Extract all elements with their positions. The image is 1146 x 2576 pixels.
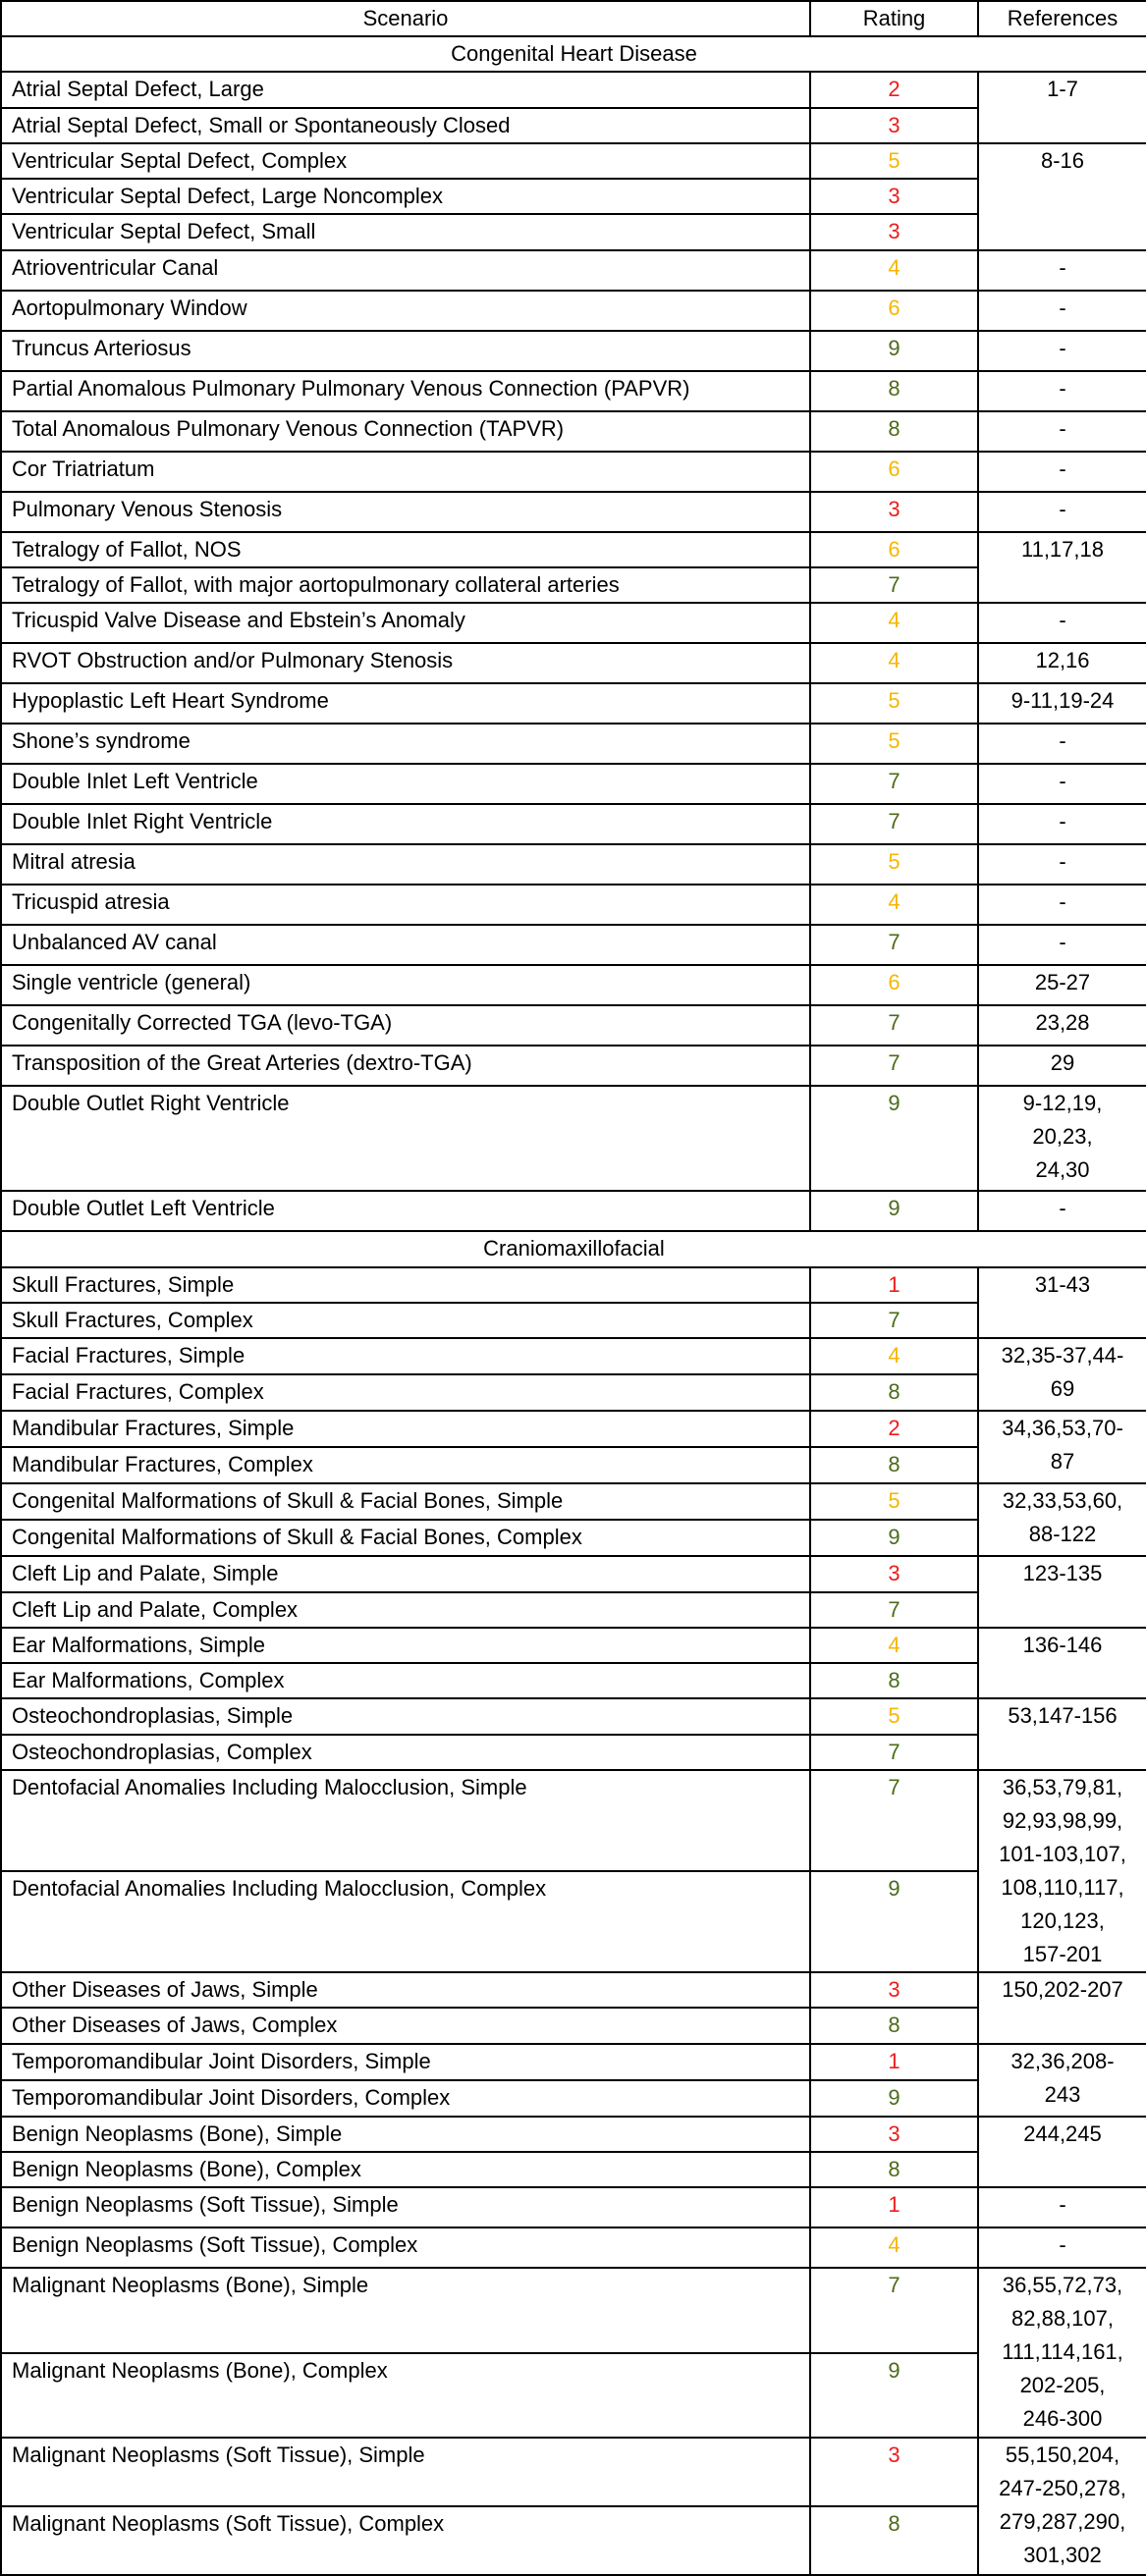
scenario-cell: Single ventricle (general) <box>1 965 810 1005</box>
reference-line: 111,114,161, <box>1002 2339 1123 2365</box>
table-row <box>1 2044 1146 2080</box>
scenario-cell: Total Anomalous Pulmonary Venous Connection (TAPVR) <box>1 411 810 452</box>
references-cell: - <box>978 331 1146 371</box>
rating-cell: 9 <box>810 331 978 371</box>
rating-cell: 9 <box>810 1520 978 1556</box>
rating-cell: 4 <box>810 1628 978 1663</box>
scenario-cell: Osteochondroplasias, Simple <box>1 1698 810 1734</box>
references-cell: 12,16 <box>978 643 1146 683</box>
rating-cell: 4 <box>810 643 978 683</box>
scenario-cell: Double Outlet Left Ventricle <box>1 1191 810 1231</box>
rating-cell: 1 <box>810 2044 978 2080</box>
reference-line: 20,23, <box>1032 1124 1093 1150</box>
table-row <box>1 1303 1146 1338</box>
rating-cell: 9 <box>810 1086 978 1191</box>
scenario-cell: Cor Triatriatum <box>1 452 810 492</box>
rating-cell: 5 <box>810 1483 978 1520</box>
scenario-cell: Tetralogy of Fallot, with major aortopulmonary collateral arteries <box>1 567 810 603</box>
table-row <box>1 643 1146 683</box>
references-cell: 150,202-207 <box>978 1972 1146 2044</box>
table-row <box>1 1871 1146 1972</box>
table-row <box>1 1556 1146 1591</box>
scenario-cell: Transposition of the Great Arteries (dextro-TGA) <box>1 1046 810 1086</box>
table-row <box>1 1191 1146 1231</box>
references-cell: - <box>978 603 1146 643</box>
table-row <box>1 2008 1146 2043</box>
scenario-cell: Ventricular Septal Defect, Large Noncomplex <box>1 179 810 214</box>
scenario-cell: Double Inlet Left Ventricle <box>1 764 810 804</box>
references-cell: 53,147-156 <box>978 1698 1146 1770</box>
references-cell <box>978 2268 1146 2438</box>
table-row <box>1 2187 1146 2227</box>
reference-line: 243 <box>1044 2081 1081 2107</box>
reference-line: 279,287,290, <box>999 2509 1126 2535</box>
scenario-cell: Ventricular Septal Defect, Complex <box>1 143 810 179</box>
table-row <box>1 214 1146 249</box>
scenario-cell: Cleft Lip and Palate, Simple <box>1 1556 810 1591</box>
header-row <box>1 1 1146 36</box>
table-row <box>1 1770 1146 1871</box>
rating-cell: 7 <box>810 1592 978 1628</box>
table-row <box>1 1663 1146 1698</box>
references-cell: - <box>978 411 1146 452</box>
rating-cell: 4 <box>810 250 978 291</box>
rating-cell: 6 <box>810 452 978 492</box>
scenario-cell: Benign Neoplasms (Bone), Complex <box>1 2152 810 2187</box>
table-row <box>1 291 1146 331</box>
reference-line: 69 <box>1050 1376 1075 1402</box>
rating-cell: 8 <box>810 2152 978 2187</box>
table-row <box>1 331 1146 371</box>
section-header-row <box>1 1231 1146 1266</box>
scenario-cell: Benign Neoplasms (Soft Tissue), Complex <box>1 2227 810 2268</box>
scenario-cell: Temporomandibular Joint Disorders, Simple <box>1 2044 810 2080</box>
rating-cell: 4 <box>810 603 978 643</box>
scenario-cell: Double Outlet Right Ventricle <box>1 1086 810 1191</box>
scenario-cell: Double Inlet Right Ventricle <box>1 804 810 844</box>
table-row <box>1 1046 1146 1086</box>
table-body <box>1 36 1146 2575</box>
section-header-row <box>1 36 1146 72</box>
reference-line: 301,302 <box>1023 2543 1102 2568</box>
scenario-cell: Mitral atresia <box>1 844 810 885</box>
references-cell <box>978 1411 1146 1483</box>
table-row <box>1 1698 1146 1734</box>
reference-line: 92,93,98,99, <box>1002 1808 1123 1834</box>
table-row <box>1 179 1146 214</box>
table-row <box>1 492 1146 532</box>
reference-line: 32,35-37,44- <box>1001 1343 1124 1368</box>
rating-cell: 8 <box>810 371 978 411</box>
references-cell: - <box>978 291 1146 331</box>
rating-cell: 7 <box>810 2268 978 2353</box>
scenario-cell: Dentofacial Anomalies Including Malocclusion, Simple <box>1 1770 810 1871</box>
reference-line: 36,53,79,81, <box>1002 1775 1123 1800</box>
references-cell: - <box>978 804 1146 844</box>
references-cell: 31-43 <box>978 1267 1146 1339</box>
table-row <box>1 844 1146 885</box>
table-row <box>1 1338 1146 1374</box>
reference-line: 202-205, <box>1019 2373 1106 2398</box>
reference-line: 55,150,204, <box>1005 2442 1120 2468</box>
rating-cell: 7 <box>810 1303 978 1338</box>
table-row <box>1 411 1146 452</box>
rating-cell: 9 <box>810 2353 978 2439</box>
rating-cell: 6 <box>810 532 978 567</box>
rating-cell: 8 <box>810 1374 978 1411</box>
scenario-cell: Congenitally Corrected TGA (levo-TGA) <box>1 1005 810 1046</box>
scenario-cell: Shone’s syndrome <box>1 724 810 764</box>
section-title: Congenital Heart Disease <box>1 36 1146 72</box>
references-cell: 29 <box>978 1046 1146 1086</box>
scenario-cell: Mandibular Fractures, Simple <box>1 1411 810 1447</box>
header-references: References <box>978 1 1146 36</box>
table-row <box>1 1520 1146 1556</box>
table-row <box>1 72 1146 107</box>
reference-line: 108,110,117, <box>1001 1875 1124 1901</box>
table-row <box>1 250 1146 291</box>
rating-cell: 7 <box>810 1005 978 1046</box>
table-row <box>1 603 1146 643</box>
scenario-cell: Other Diseases of Jaws, Complex <box>1 2008 810 2043</box>
rating-cell: 8 <box>810 1447 978 1483</box>
rating-cell: 8 <box>810 2506 978 2575</box>
scenario-cell: Ear Malformations, Simple <box>1 1628 810 1663</box>
table-row <box>1 2117 1146 2152</box>
reference-line: 101-103,107, <box>999 1842 1126 1867</box>
reference-line: 9-12,19, <box>1022 1091 1103 1116</box>
reference-line: 82,88,107, <box>1011 2306 1114 2332</box>
references-cell <box>978 1086 1146 1191</box>
references-cell: 9-11,19-24 <box>978 683 1146 724</box>
rating-cell: 3 <box>810 1556 978 1591</box>
table-row <box>1 371 1146 411</box>
table-row <box>1 885 1146 925</box>
references-cell: - <box>978 925 1146 965</box>
scenario-cell: Dentofacial Anomalies Including Malocclusion, Complex <box>1 1871 810 1972</box>
table-row <box>1 1628 1146 1663</box>
scenario-cell: Tricuspid atresia <box>1 885 810 925</box>
reference-line: 32,33,53,60, <box>1002 1488 1123 1514</box>
rating-cell: 7 <box>810 1735 978 1770</box>
table-row <box>1 1005 1146 1046</box>
scenario-cell: Skull Fractures, Simple <box>1 1267 810 1303</box>
table-row <box>1 804 1146 844</box>
scenario-cell: Atrial Septal Defect, Large <box>1 72 810 107</box>
references-cell: - <box>978 2227 1146 2268</box>
reference-line: 36,55,72,73, <box>1002 2273 1123 2298</box>
scenario-cell: Skull Fractures, Complex <box>1 1303 810 1338</box>
references-cell: - <box>978 2187 1146 2227</box>
scenario-cell: Malignant Neoplasms (Bone), Complex <box>1 2353 810 2439</box>
table-row <box>1 1483 1146 1520</box>
table-row <box>1 2227 1146 2268</box>
table-row <box>1 925 1146 965</box>
reference-line: 120,123, <box>1020 1908 1105 1934</box>
rating-cell: 5 <box>810 1698 978 1734</box>
scenario-cell: Facial Fractures, Complex <box>1 1374 810 1411</box>
rating-cell: 3 <box>810 492 978 532</box>
scenario-cell: Malignant Neoplasms (Bone), Simple <box>1 2268 810 2353</box>
scenario-cell: Truncus Arteriosus <box>1 331 810 371</box>
rating-cell: 3 <box>810 2438 978 2506</box>
rating-cell: 5 <box>810 143 978 179</box>
scenario-cell: Ear Malformations, Complex <box>1 1663 810 1698</box>
references-cell <box>978 1770 1146 1972</box>
references-cell: - <box>978 371 1146 411</box>
scenario-cell: Mandibular Fractures, Complex <box>1 1447 810 1483</box>
references-cell: 136-146 <box>978 1628 1146 1699</box>
reference-line: 32,36,208- <box>1010 2048 1115 2073</box>
scenario-cell: Hypoplastic Left Heart Syndrome <box>1 683 810 724</box>
rating-cell: 6 <box>810 965 978 1005</box>
rating-cell: 7 <box>810 925 978 965</box>
rating-cell: 7 <box>810 804 978 844</box>
rating-cell: 9 <box>810 2080 978 2117</box>
scenario-cell: Cleft Lip and Palate, Complex <box>1 1592 810 1628</box>
scenario-cell: Atrioventricular Canal <box>1 250 810 291</box>
rating-cell: 4 <box>810 1338 978 1374</box>
references-cell <box>978 2044 1146 2117</box>
table-row <box>1 2152 1146 2187</box>
table-row <box>1 724 1146 764</box>
references-cell <box>978 1483 1146 1556</box>
scenario-cell: Temporomandibular Joint Disorders, Complex <box>1 2080 810 2117</box>
rating-cell: 9 <box>810 1871 978 1972</box>
rating-cell: 7 <box>810 764 978 804</box>
references-cell: 244,245 <box>978 2117 1146 2188</box>
rating-cell: 8 <box>810 411 978 452</box>
rating-cell: 3 <box>810 214 978 249</box>
references-cell: 123-135 <box>978 1556 1146 1628</box>
section-title: Craniomaxillofacial <box>1 1231 1146 1266</box>
table-row <box>1 143 1146 179</box>
references-cell: - <box>978 844 1146 885</box>
table-row <box>1 764 1146 804</box>
scenario-cell: Congenital Malformations of Skull & Facial Bones, Complex <box>1 1520 810 1556</box>
scenario-cell: Aortopulmonary Window <box>1 291 810 331</box>
table-row <box>1 2438 1146 2506</box>
references-cell: - <box>978 452 1146 492</box>
reference-line: 88-122 <box>1028 1522 1097 1547</box>
scenario-cell: Facial Fractures, Simple <box>1 1338 810 1374</box>
rating-cell: 4 <box>810 885 978 925</box>
references-cell: - <box>978 885 1146 925</box>
references-cell: 1-7 <box>978 72 1146 143</box>
scenario-cell: Atrial Septal Defect, Small or Spontaneously Closed <box>1 108 810 143</box>
reference-line: 24,30 <box>1035 1157 1090 1183</box>
table-row <box>1 2506 1146 2575</box>
references-cell: - <box>978 764 1146 804</box>
rating-cell: 3 <box>810 179 978 214</box>
scenario-cell: Other Diseases of Jaws, Simple <box>1 1972 810 2008</box>
table-row <box>1 108 1146 143</box>
scenario-cell: Congenital Malformations of Skull & Facial Bones, Simple <box>1 1483 810 1520</box>
rating-cell: 8 <box>810 1663 978 1698</box>
header-scenario: Scenario <box>1 1 810 36</box>
references-cell: 23,28 <box>978 1005 1146 1046</box>
table-row <box>1 683 1146 724</box>
rating-cell: 9 <box>810 1191 978 1231</box>
rating-cell: 7 <box>810 567 978 603</box>
rating-cell: 8 <box>810 2008 978 2043</box>
scenario-cell: Osteochondroplasias, Complex <box>1 1735 810 1770</box>
table-row <box>1 2080 1146 2117</box>
reference-line: 247-250,278, <box>999 2476 1126 2501</box>
table-row <box>1 2268 1146 2353</box>
table-row <box>1 532 1146 567</box>
scenario-cell: Benign Neoplasms (Soft Tissue), Simple <box>1 2187 810 2227</box>
scenario-cell: Malignant Neoplasms (Soft Tissue), Complex <box>1 2506 810 2575</box>
references-cell: - <box>978 492 1146 532</box>
references-cell: - <box>978 1191 1146 1231</box>
rating-cell: 5 <box>810 683 978 724</box>
scenario-cell: Malignant Neoplasms (Soft Tissue), Simple <box>1 2438 810 2506</box>
references-cell: 25-27 <box>978 965 1146 1005</box>
rating-cell: 3 <box>810 2117 978 2152</box>
reference-line: 157-201 <box>1022 1942 1103 1967</box>
table-row <box>1 965 1146 1005</box>
scenario-cell: Tricuspid Valve Disease and Ebstein’s Anomaly <box>1 603 810 643</box>
table-row <box>1 1592 1146 1628</box>
references-cell: 8-16 <box>978 143 1146 250</box>
table-row <box>1 1972 1146 2008</box>
references-cell: 11,17,18 <box>978 532 1146 604</box>
reference-line: 246-300 <box>1022 2406 1103 2432</box>
references-cell <box>978 2438 1146 2575</box>
reference-line: 87 <box>1050 1449 1075 1475</box>
scenario-cell: Ventricular Septal Defect, Small <box>1 214 810 249</box>
references-cell: - <box>978 724 1146 764</box>
scenario-cell: Benign Neoplasms (Bone), Simple <box>1 2117 810 2152</box>
table-row <box>1 1447 1146 1483</box>
reference-line: 34,36,53,70- <box>1002 1416 1123 1441</box>
rating-cell: 7 <box>810 1770 978 1871</box>
scenario-cell: RVOT Obstruction and/or Pulmonary Stenosis <box>1 643 810 683</box>
rating-cell: 4 <box>810 2227 978 2268</box>
table-row <box>1 567 1146 603</box>
references-cell: - <box>978 250 1146 291</box>
table-row <box>1 1411 1146 1447</box>
rating-cell: 5 <box>810 724 978 764</box>
rating-cell: 1 <box>810 2187 978 2227</box>
rating-cell: 1 <box>810 1267 978 1303</box>
scenario-cell: Tetralogy of Fallot, NOS <box>1 532 810 567</box>
scenario-cell: Unbalanced AV canal <box>1 925 810 965</box>
references-cell <box>978 1338 1146 1411</box>
rating-cell: 5 <box>810 844 978 885</box>
rating-cell: 3 <box>810 108 978 143</box>
table-row <box>1 1735 1146 1770</box>
table-row <box>1 452 1146 492</box>
rating-cell: 2 <box>810 1411 978 1447</box>
table-row <box>1 1267 1146 1303</box>
scenario-cell: Partial Anomalous Pulmonary Pulmonary Venous Connection (PAPVR) <box>1 371 810 411</box>
rating-cell: 7 <box>810 1046 978 1086</box>
table-row <box>1 1374 1146 1411</box>
rating-cell: 2 <box>810 72 978 107</box>
rating-cell: 6 <box>810 291 978 331</box>
header-rating: Rating <box>810 1 978 36</box>
table-row <box>1 1086 1146 1191</box>
rating-cell: 3 <box>810 1972 978 2008</box>
scenario-cell: Pulmonary Venous Stenosis <box>1 492 810 532</box>
table-row <box>1 2353 1146 2439</box>
